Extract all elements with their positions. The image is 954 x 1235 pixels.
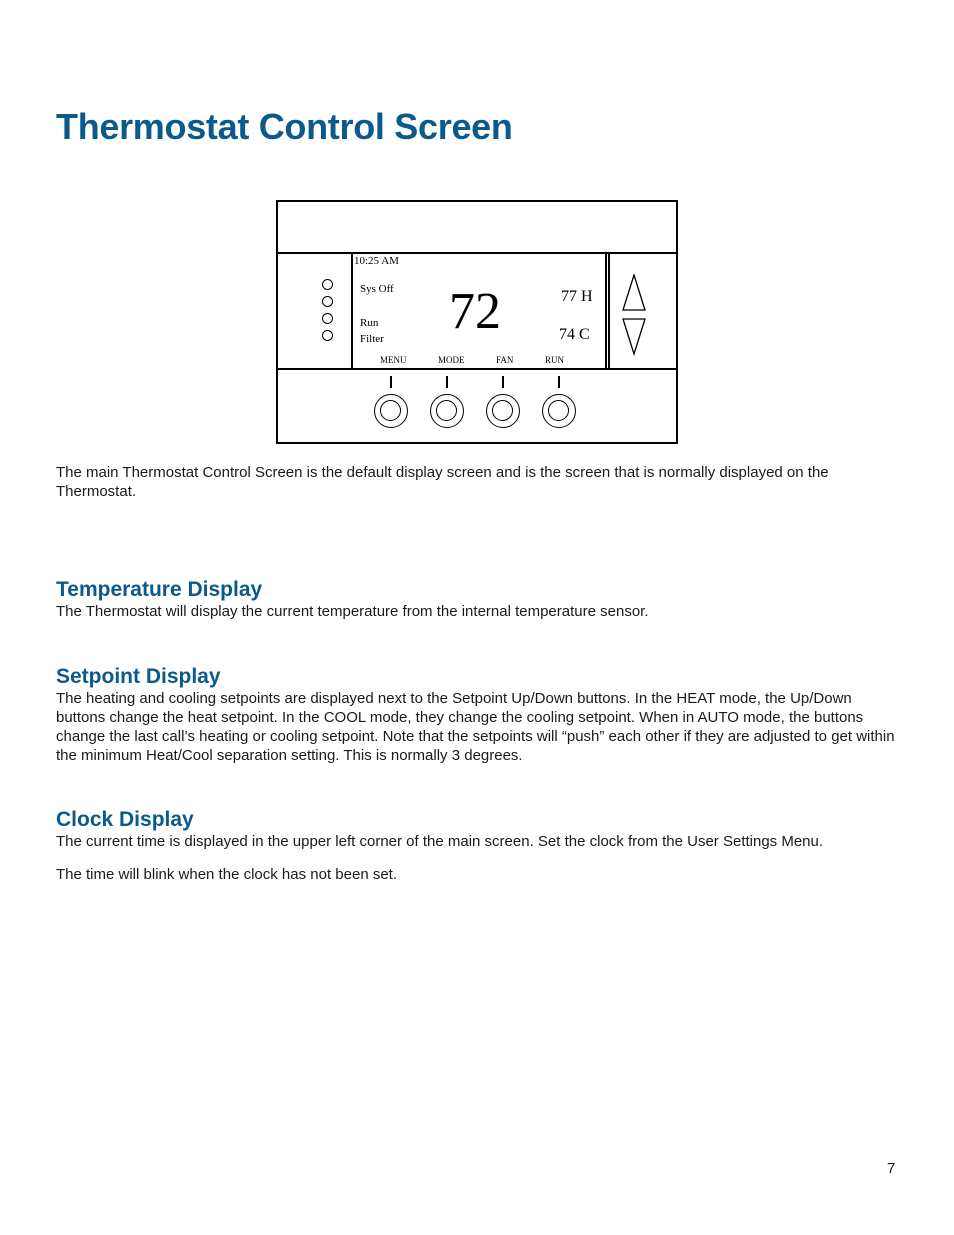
- soft-key-tick: [390, 376, 392, 388]
- system-status: Sys Off: [360, 283, 394, 295]
- fan-button[interactable]: [486, 394, 520, 428]
- page-title: Thermostat Control Screen: [56, 106, 513, 147]
- triangle-up-icon[interactable]: [622, 274, 646, 312]
- section-text-clock: The current time is displayed in the upper left corner of the main screen. Set the clock from the User Settings Menu.: [56, 833, 824, 850]
- soft-key-tick: [558, 376, 560, 388]
- page-number: 7: [887, 1160, 896, 1177]
- indicator-led: [322, 313, 333, 324]
- section-heading-temperature: Temperature Display: [56, 578, 263, 601]
- run-button[interactable]: [542, 394, 576, 428]
- soft-key-tick: [502, 376, 504, 388]
- intro-paragraph: The main Thermostat Control Screen is the default display screen and is the screen that is normally displayed on the Thermostat.: [56, 464, 829, 500]
- section-heading-clock: Clock Display: [56, 808, 194, 831]
- mode-button[interactable]: [430, 394, 464, 428]
- soft-key-label-mode: MODE: [438, 355, 465, 365]
- thermostat-diagram: [276, 200, 678, 444]
- soft-key-label-run: RUN: [545, 355, 565, 365]
- section-text-temperature: The Thermostat will display the current temperature from the internal temperature sensor.: [56, 603, 649, 620]
- lcd-screen: [351, 252, 607, 370]
- soft-key-label-menu: MENU: [380, 355, 407, 365]
- section-heading-setpoint: Setpoint Display: [56, 665, 221, 688]
- soft-key-tick: [446, 376, 448, 388]
- run-label: Run: [360, 317, 379, 329]
- section-text-setpoint: The heating and cooling setpoints are displayed next to the Setpoint Up/Down buttons. In the HEAT mode, the Up/Down buttons change the heat setpoint. In the COOL mode, they change the cooling setpoint. When in AUTO mode, the buttons change the last call’s heating or cooling setpoint. Note that the setpoints will “push” each other if they are adjusted to get within the minimum Heat/Cool separation setting. This is normally 3 degrees.: [56, 690, 895, 764]
- menu-button[interactable]: [374, 394, 408, 428]
- indicator-led: [322, 279, 333, 290]
- soft-key-label-fan: FAN: [496, 355, 514, 365]
- filter-label: Filter: [360, 333, 384, 345]
- triangle-down-icon[interactable]: [622, 318, 646, 356]
- heat-setpoint: 77 H: [561, 288, 593, 305]
- indicator-led: [322, 296, 333, 307]
- section-text-clock-blink: The time will blink when the clock has not been set.: [56, 866, 398, 883]
- clock-display: 10:25 AM: [354, 255, 399, 267]
- right-divider: [608, 252, 610, 370]
- cool-setpoint: 74 C: [559, 326, 590, 343]
- temperature-display: 72: [449, 283, 501, 340]
- indicator-led: [322, 330, 333, 341]
